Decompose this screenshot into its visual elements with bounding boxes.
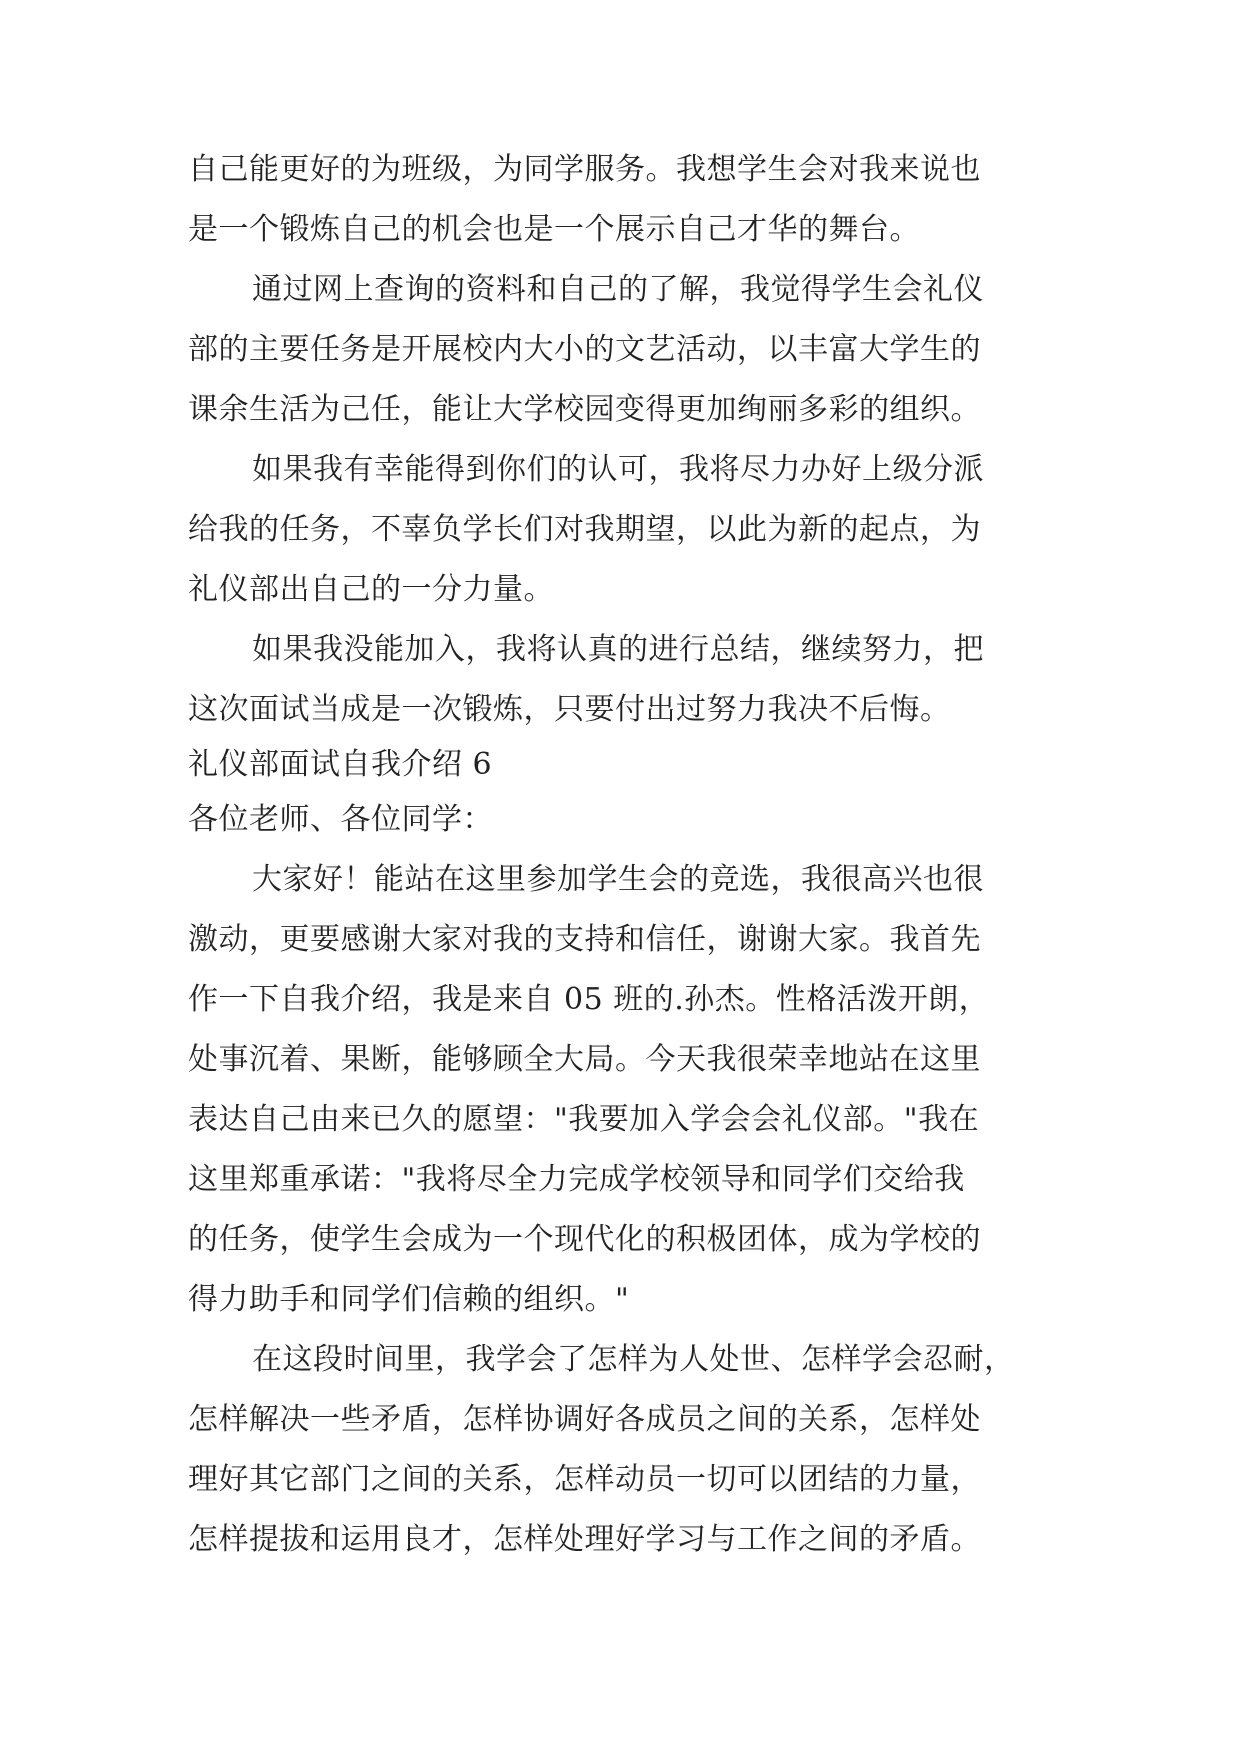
section-heading: 礼仪部面试自我介绍 6 (188, 747, 493, 782)
body-line: 课余生活为己任，能让大学校园变得更加绚丽多彩的组织。 (188, 392, 981, 427)
body-line: 如果我有幸能得到你们的认可，我将尽力办好上级分派 (252, 452, 984, 487)
body-line: 理好其它部门之间的关系，怎样动员一切可以团结的力量， (188, 1462, 981, 1497)
body-line: 礼仪部出自己的一分力量。 (188, 572, 554, 607)
body-line: 激动，更要感谢大家对我的支持和信任，谢谢大家。我首先 (188, 922, 981, 957)
body-line: 是一个锻炼自己的机会也是一个展示自己才华的舞台。 (188, 212, 920, 247)
body-line: 大家好！能站在这里参加学生会的竞选，我很高兴也很 (252, 862, 984, 897)
body-line: 怎样提拔和运用良才，怎样处理好学习与工作之间的矛盾。 (188, 1522, 981, 1557)
body-line: 在这段时间里，我学会了怎样为人处世、怎样学会忍耐， (252, 1342, 1015, 1377)
body-line: 处事沉着、果断，能够顾全大局。今天我很荣幸地站在这里 (188, 1042, 981, 1077)
body-line: 作一下自我介绍，我是来自 05 班的.孙杰。性格活泼开朗， (188, 982, 990, 1017)
salutation: 各位老师、各位同学： (188, 802, 493, 837)
body-line: 如果我没能加入，我将认真的进行总结，继续努力，把 (252, 632, 984, 667)
body-line: 得力助手和同学们信赖的组织。" (188, 1282, 630, 1317)
body-line: 通过网上查询的资料和自己的了解，我觉得学生会礼仪 (252, 272, 984, 307)
body-line: 这里郑重承诺："我将尽全力完成学校领导和同学们交给我 (188, 1162, 965, 1197)
body-line: 的任务，使学生会成为一个现代化的积极团体，成为学校的 (188, 1222, 981, 1257)
body-line: 给我的任务，不辜负学长们对我期望，以此为新的起点，为 (188, 512, 981, 547)
body-line: 自己能更好的为班级，为同学服务。我想学生会对我来说也 (188, 152, 981, 187)
body-line: 这次面试当成是一次锻炼，只要付出过努力我决不后悔。 (188, 692, 951, 727)
body-line: 部的主要任务是开展校内大小的文艺活动，以丰富大学生的 (188, 332, 981, 367)
body-line: 怎样解决一些矛盾，怎样协调好各成员之间的关系，怎样处 (188, 1402, 981, 1437)
body-line: 表达自己由来已久的愿望："我要加入学会会礼仪部。"我在 (188, 1102, 980, 1137)
